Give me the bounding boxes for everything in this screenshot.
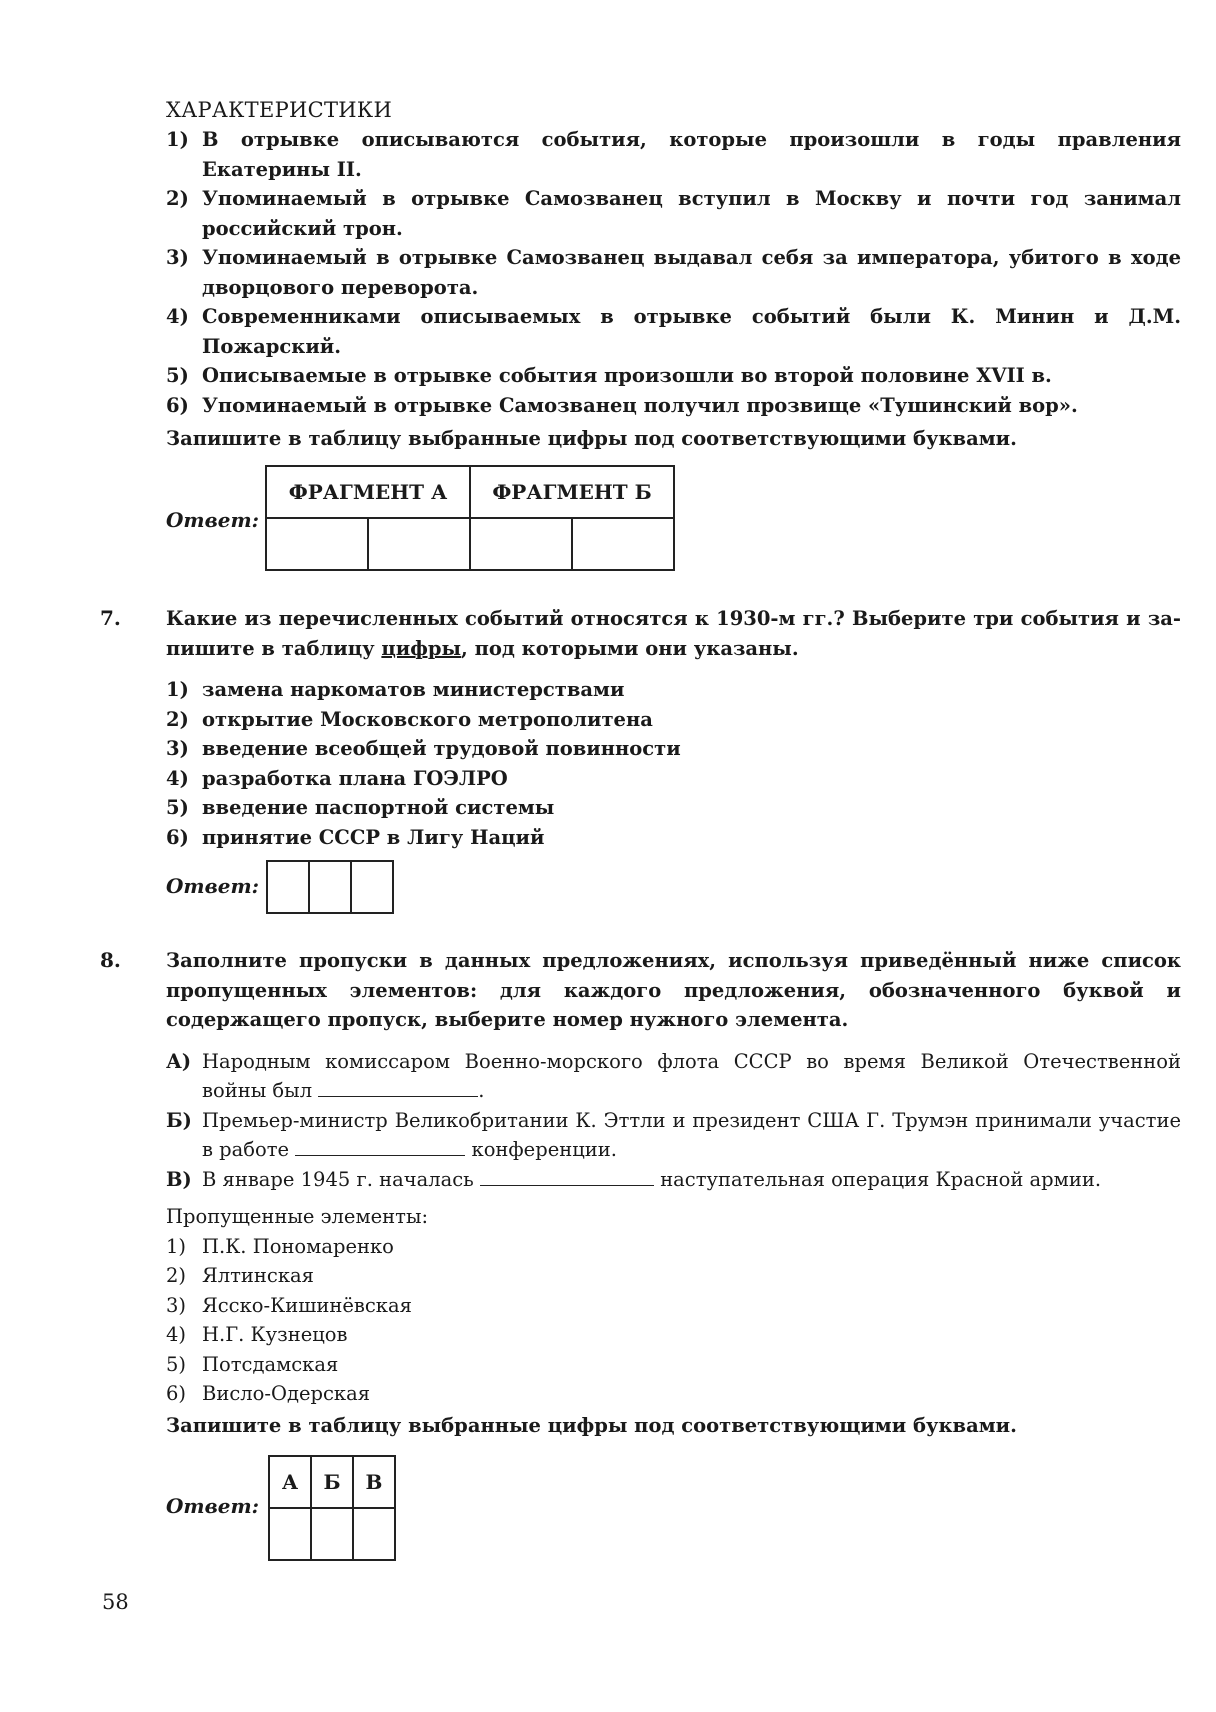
q8-sentence-c: В) В январе 1945 г. началась наступательная операция Красной армии.: [166, 1165, 1181, 1195]
q7-option: 1) замена наркоматов министерствами: [166, 678, 625, 701]
q8-element: 1) П.К. Пономаренко: [166, 1234, 394, 1258]
answer-cell[interactable]: [309, 861, 351, 913]
q8-prompt: Заполните пропуски в данных предложениях, используя приведённый ниже список пропущенных элементов: для каждого предложения, обозначенного буквой и содержащего пропуск, выберите номер нужного элемента.: [166, 949, 1181, 1031]
letter-c-header: В: [353, 1456, 395, 1508]
characteristics-heading: ХАРАКТЕРИСТИКИ: [166, 98, 393, 122]
fragment-b-header: ФРАГМЕНТ Б: [470, 466, 674, 518]
q8-answer-table: [268, 1455, 396, 1561]
q7-answer-table: [266, 860, 394, 914]
fragment-answer-table: [265, 465, 675, 571]
q8-element: 3) Ясско-Кишинёвская: [166, 1293, 412, 1317]
answer-label: Ответ:: [166, 508, 259, 532]
characteristic-item: 6) Упоминаемый в отрывке Самозванец получил прозвище «Тушинский вор».: [166, 393, 1078, 417]
characteristic-item: 3) Упоминаемый в отрывке Самозванец выдавал себя за императора, убитого в ходе дворцового переворота.: [166, 246, 1181, 299]
q8-element: 2) Ялтинская: [166, 1264, 314, 1287]
answer-cell[interactable]: [470, 518, 572, 570]
q8-sentence-b: Б) Премьер-министр Великобритании К. Эттли и президент США Г. Трумэн принимали участие в работе конференции.: [166, 1108, 1181, 1161]
q7-emphasis: цифры: [381, 636, 462, 660]
answer-cell[interactable]: [572, 518, 674, 570]
fragment-a-header: ФРАГМЕНТ А: [266, 466, 470, 518]
q8-element: 5) Потсдамская: [166, 1352, 339, 1376]
question-number: 7.: [100, 606, 121, 630]
q8-element: 6) Висло-Одерская: [166, 1382, 371, 1405]
characteristics-section: [166, 96, 1181, 454]
characteristic-item: 5) Описываемые в отрывке события произошли во второй половине XVII в.: [166, 364, 1052, 387]
answer-cell[interactable]: [267, 861, 309, 913]
question-8: [166, 946, 1181, 1440]
characteristic-item: 1) В отрывке описываются события, которые произошли в годы правления Екатерины II.: [166, 128, 1181, 181]
page-number: 58: [102, 1590, 129, 1614]
blank-field[interactable]: [295, 1135, 465, 1156]
q8-elements-heading: Пропущенные элементы:: [166, 1205, 429, 1228]
letter-a-header: А: [269, 1456, 311, 1508]
q7-prompt-line-1: Какие из перечисленных событий относятся к 1930-м гг.? Выберите три события и за-: [166, 607, 1181, 630]
answer-cell[interactable]: [351, 861, 393, 913]
q7-option: 4) разработка плана ГОЭЛРО: [166, 766, 508, 790]
letter-b-header: Б: [311, 1456, 353, 1508]
blank-field[interactable]: [480, 1165, 654, 1186]
characteristics-instruction: Запишите в таблицу выбранные цифры под соответствующими буквами.: [166, 427, 1017, 450]
q7-option: 5) введение паспортной системы: [166, 796, 555, 819]
question-7: [166, 604, 1181, 852]
characteristic-item: 2) Упоминаемый в отрывке Самозванец вступил в Москву и почти год занимал российский трон.: [166, 187, 1181, 240]
answer-label: Ответ:: [166, 1494, 259, 1518]
q8-instruction: Запишите в таблицу выбранные цифры под соответствующими буквами.: [166, 1413, 1017, 1437]
q7-prompt-line-2: пишите в таблицу цифры, под которыми они указаны.: [166, 636, 799, 660]
q7-option: 3) введение всеобщей трудовой повинности: [166, 737, 681, 760]
question-number: 8.: [100, 948, 121, 972]
answer-cell[interactable]: [353, 1508, 395, 1560]
answer-cell[interactable]: [368, 518, 470, 570]
q8-element: 4) Н.Г. Кузнецов: [166, 1323, 348, 1346]
q7-option: 2) открытие Московского метрополитена: [166, 707, 653, 731]
answer-cell[interactable]: [266, 518, 368, 570]
q7-option: 6) принятие СССР в Лигу Наций: [166, 825, 545, 849]
characteristic-item: 4) Современниками описываемых в отрывке событий были К. Минин и Д.М. Пожарский.: [166, 305, 1181, 358]
answer-cell[interactable]: [269, 1508, 311, 1560]
answer-label: Ответ:: [166, 874, 259, 898]
blank-field[interactable]: [318, 1076, 478, 1097]
answer-cell[interactable]: [311, 1508, 353, 1560]
q8-sentence-a: А) Народным комиссаром Военно-морского флота СССР во время Великой Отечественной войны был .: [166, 1049, 1181, 1102]
